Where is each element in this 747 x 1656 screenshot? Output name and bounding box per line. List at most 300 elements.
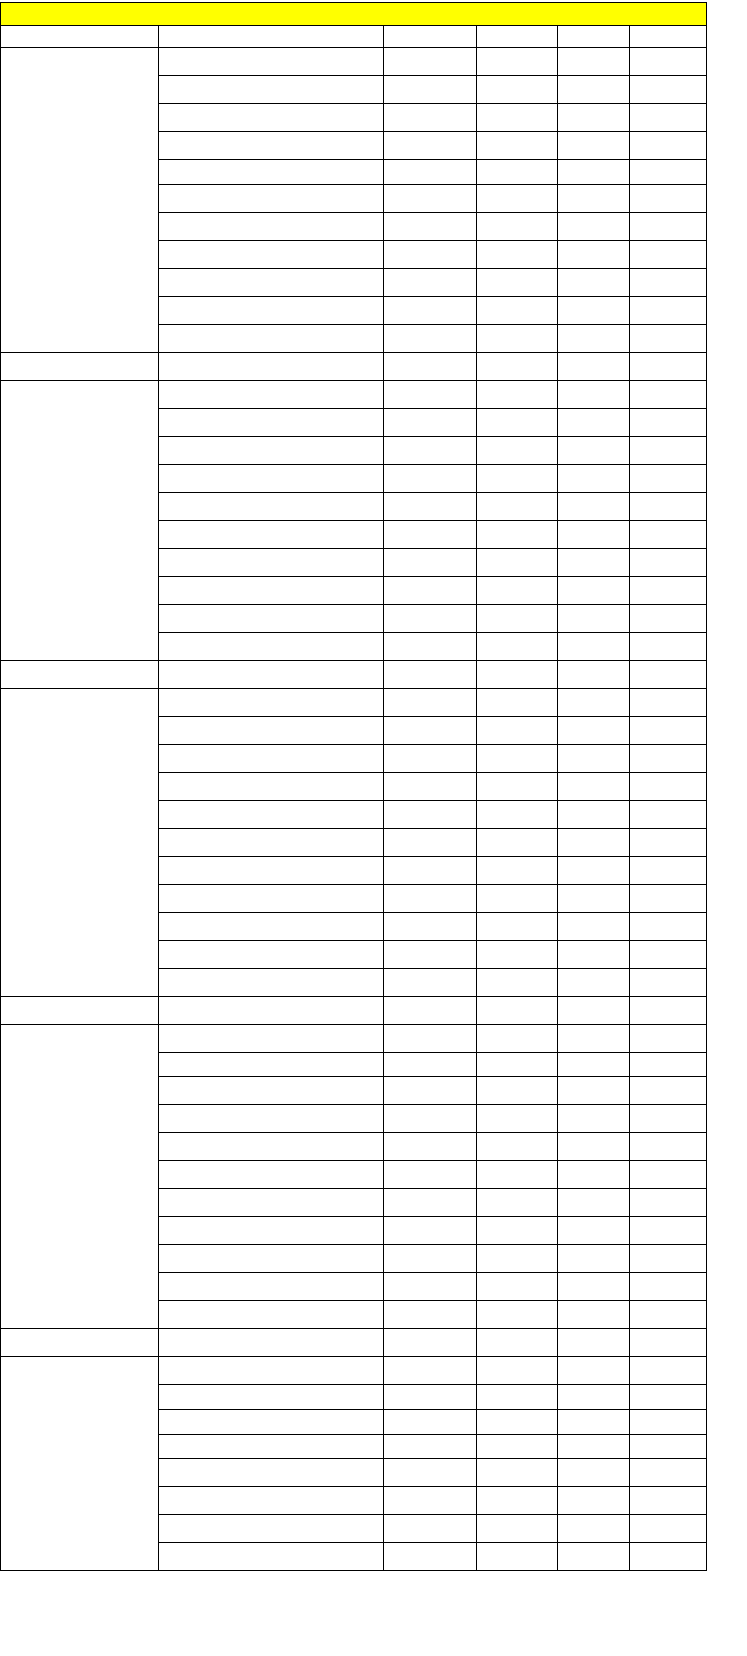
date-cell xyxy=(0,1300,158,1328)
grid-line xyxy=(158,1486,707,1487)
unit-cell xyxy=(476,548,557,576)
amount-cell xyxy=(557,1514,629,1542)
student-count-cell xyxy=(629,940,707,968)
ingredient-cell xyxy=(383,968,476,996)
grid-line xyxy=(0,1024,707,1025)
unit-cell xyxy=(476,436,557,464)
unit-cell xyxy=(476,1514,557,1542)
ingredient-cell xyxy=(383,716,476,744)
grid-line xyxy=(158,744,707,745)
ingredient-cell xyxy=(383,856,476,884)
student-count-cell xyxy=(629,492,707,520)
grid-line xyxy=(0,1570,707,1571)
dish-cell xyxy=(158,632,383,660)
amount-cell xyxy=(557,1542,629,1570)
dish-cell xyxy=(158,800,383,828)
grid-line xyxy=(158,25,159,48)
student-count-cell xyxy=(629,131,707,159)
dish-cell xyxy=(158,1514,383,1542)
amount-cell xyxy=(557,856,629,884)
unit-cell xyxy=(476,884,557,912)
amount-cell xyxy=(557,352,629,380)
ingredient-cell xyxy=(383,131,476,159)
unit-cell xyxy=(476,1356,557,1384)
ingredient-cell xyxy=(383,688,476,716)
amount-cell xyxy=(557,1132,629,1160)
amount-cell xyxy=(557,103,629,131)
dish-cell xyxy=(158,47,383,75)
student-count-cell xyxy=(629,1024,707,1052)
ingredient-cell xyxy=(383,884,476,912)
grid-line xyxy=(158,268,707,269)
amount-cell xyxy=(557,1409,629,1434)
dish-cell xyxy=(158,772,383,800)
grid-line xyxy=(158,856,707,857)
unit-cell xyxy=(476,240,557,268)
amount-cell xyxy=(557,744,629,772)
amount-cell xyxy=(557,436,629,464)
ingredient-cell xyxy=(383,1052,476,1077)
unit-cell xyxy=(476,1300,557,1328)
ingredient-cell xyxy=(383,1434,476,1459)
grid-line xyxy=(158,548,707,549)
grid-line xyxy=(158,75,707,76)
unit-cell xyxy=(476,688,557,716)
date-cell xyxy=(0,604,158,632)
unit-cell xyxy=(476,1409,557,1434)
grid-line xyxy=(158,520,707,521)
unit-cell xyxy=(476,184,557,212)
ingredient-cell xyxy=(383,1514,476,1542)
ingredient-cell xyxy=(383,103,476,131)
dish-cell xyxy=(158,968,383,996)
grid-line xyxy=(158,1384,707,1385)
grid-line xyxy=(158,968,707,969)
grid-line xyxy=(158,1076,707,1077)
dish-cell xyxy=(158,408,383,436)
dish-cell xyxy=(158,940,383,968)
dish-cell xyxy=(158,380,383,408)
grid-line xyxy=(158,131,707,132)
amount-cell xyxy=(557,996,629,1024)
unit-cell xyxy=(476,520,557,548)
amount-cell xyxy=(557,1076,629,1104)
student-count-cell xyxy=(629,604,707,632)
student-count-cell xyxy=(629,268,707,296)
ingredient-cell xyxy=(383,996,476,1024)
ingredient-cell xyxy=(383,47,476,75)
unit-cell xyxy=(476,324,557,352)
grid-line xyxy=(476,25,477,48)
header-unit xyxy=(476,25,557,48)
ingredient-cell xyxy=(383,1409,476,1434)
grid-line xyxy=(557,47,558,1570)
header-date xyxy=(0,25,158,48)
dish-cell xyxy=(158,1076,383,1104)
student-count-cell xyxy=(629,1434,707,1459)
grid-line xyxy=(557,25,558,48)
dish-cell xyxy=(158,436,383,464)
unit-cell xyxy=(476,380,557,408)
unit-cell xyxy=(476,604,557,632)
date-cell xyxy=(0,352,158,380)
grid-line xyxy=(158,772,707,773)
student-count-cell xyxy=(629,520,707,548)
header-amount xyxy=(557,25,629,48)
dish-cell xyxy=(158,1160,383,1188)
student-count-cell xyxy=(629,856,707,884)
dish-cell xyxy=(158,1216,383,1244)
grid-line xyxy=(706,2,707,1570)
student-count-cell xyxy=(629,1300,707,1328)
amount-cell xyxy=(557,492,629,520)
grid-line xyxy=(158,1409,707,1410)
ingredient-cell xyxy=(383,660,476,688)
amount-cell xyxy=(557,940,629,968)
student-count-cell xyxy=(629,159,707,184)
date-cell xyxy=(0,968,158,996)
student-count-cell xyxy=(629,744,707,772)
dish-cell xyxy=(158,1272,383,1300)
dish-cell xyxy=(158,268,383,296)
student-count-cell xyxy=(629,1160,707,1188)
unit-cell xyxy=(476,912,557,940)
amount-cell xyxy=(557,828,629,856)
student-count-cell xyxy=(629,324,707,352)
date-cell xyxy=(0,1244,158,1272)
grid-line xyxy=(158,884,707,885)
date-cell xyxy=(0,240,158,268)
student-count-cell xyxy=(629,1356,707,1384)
ingredient-cell xyxy=(383,1486,476,1514)
unit-cell xyxy=(476,1216,557,1244)
date-cell xyxy=(0,1514,158,1542)
ingredient-cell xyxy=(383,1216,476,1244)
amount-cell xyxy=(557,184,629,212)
grid-line xyxy=(158,716,707,717)
unit-cell xyxy=(476,296,557,324)
unit-cell xyxy=(476,1434,557,1459)
student-count-cell xyxy=(629,688,707,716)
unit-cell xyxy=(476,996,557,1024)
ingredient-cell xyxy=(383,1384,476,1409)
grid-line xyxy=(158,212,707,213)
dish-cell xyxy=(158,240,383,268)
grid-line xyxy=(158,1104,707,1105)
date-cell xyxy=(0,268,158,296)
amount-cell xyxy=(557,1024,629,1052)
student-count-cell xyxy=(629,1384,707,1409)
date-cell xyxy=(0,1486,158,1514)
student-count-cell xyxy=(629,47,707,75)
unit-cell xyxy=(476,1160,557,1188)
unit-cell xyxy=(476,47,557,75)
ingredient-cell xyxy=(383,436,476,464)
amount-cell xyxy=(557,1052,629,1077)
unit-cell xyxy=(476,856,557,884)
ingredient-cell xyxy=(383,1356,476,1384)
student-count-cell xyxy=(629,1458,707,1486)
dish-cell xyxy=(158,660,383,688)
dish-cell xyxy=(158,103,383,131)
date-cell xyxy=(0,520,158,548)
amount-cell xyxy=(557,632,629,660)
amount-cell xyxy=(557,1356,629,1384)
unit-cell xyxy=(476,1244,557,1272)
ingredient-cell xyxy=(383,576,476,604)
unit-cell xyxy=(476,103,557,131)
amount-cell xyxy=(557,1486,629,1514)
grid-line xyxy=(158,940,707,941)
grid-line xyxy=(158,159,707,160)
ingredient-cell xyxy=(383,772,476,800)
dish-cell xyxy=(158,856,383,884)
grid-line xyxy=(383,47,384,1570)
grid-line xyxy=(383,25,384,48)
unit-cell xyxy=(476,352,557,380)
grid-line xyxy=(158,1272,707,1273)
dish-cell xyxy=(158,212,383,240)
ingredient-cell xyxy=(383,828,476,856)
student-count-cell xyxy=(629,912,707,940)
amount-cell xyxy=(557,380,629,408)
dish-cell xyxy=(158,1409,383,1434)
dish-cell xyxy=(158,1486,383,1514)
grid-line xyxy=(629,47,630,1570)
date-cell xyxy=(0,884,158,912)
unit-cell xyxy=(476,1132,557,1160)
student-count-cell xyxy=(629,436,707,464)
dish-cell xyxy=(158,1300,383,1328)
dish-cell xyxy=(158,1542,383,1570)
unit-cell xyxy=(476,1384,557,1409)
dish-cell xyxy=(158,828,383,856)
unit-cell xyxy=(476,212,557,240)
student-count-cell xyxy=(629,1272,707,1300)
amount-cell xyxy=(557,1160,629,1188)
amount-cell xyxy=(557,240,629,268)
dish-cell xyxy=(158,1104,383,1132)
date-cell xyxy=(0,548,158,576)
dish-cell xyxy=(158,1244,383,1272)
dish-cell xyxy=(158,184,383,212)
unit-cell xyxy=(476,1104,557,1132)
amount-cell xyxy=(557,131,629,159)
unit-cell xyxy=(476,772,557,800)
grid-line xyxy=(158,1052,707,1053)
amount-cell xyxy=(557,464,629,492)
unit-cell xyxy=(476,744,557,772)
date-cell xyxy=(0,996,158,1024)
ingredient-cell xyxy=(383,1024,476,1052)
grid-line xyxy=(158,1132,707,1133)
grid-line xyxy=(158,576,707,577)
dish-cell xyxy=(158,884,383,912)
unit-cell xyxy=(476,1486,557,1514)
dish-cell xyxy=(158,492,383,520)
ingredient-cell xyxy=(383,1160,476,1188)
amount-cell xyxy=(557,75,629,103)
amount-cell xyxy=(557,968,629,996)
amount-cell xyxy=(557,576,629,604)
ingredient-cell xyxy=(383,744,476,772)
grid-line xyxy=(158,103,707,104)
amount-cell xyxy=(557,296,629,324)
grid-line xyxy=(476,47,477,1570)
ingredient-cell xyxy=(383,940,476,968)
ingredient-cell xyxy=(383,184,476,212)
grid-line xyxy=(158,800,707,801)
student-count-cell xyxy=(629,996,707,1024)
student-count-cell xyxy=(629,968,707,996)
amount-cell xyxy=(557,324,629,352)
dish-cell xyxy=(158,75,383,103)
student-count-cell xyxy=(629,1188,707,1216)
ingredient-cell xyxy=(383,408,476,436)
dish-cell xyxy=(158,1188,383,1216)
dish-cell xyxy=(158,688,383,716)
student-count-cell xyxy=(629,1409,707,1434)
unit-cell xyxy=(476,1542,557,1570)
grid-line xyxy=(158,1160,707,1161)
student-count-cell xyxy=(629,184,707,212)
ingredient-cell xyxy=(383,1104,476,1132)
student-count-cell xyxy=(629,212,707,240)
date-cell xyxy=(0,632,158,660)
student-count-cell xyxy=(629,576,707,604)
grid-line xyxy=(158,184,707,185)
unit-cell xyxy=(476,131,557,159)
grid-line xyxy=(0,25,707,26)
student-count-cell xyxy=(629,464,707,492)
dish-cell xyxy=(158,912,383,940)
student-count-cell xyxy=(629,352,707,380)
grid-line xyxy=(158,632,707,633)
student-count-cell xyxy=(629,296,707,324)
amount-cell xyxy=(557,884,629,912)
grid-line xyxy=(158,492,707,493)
amount-cell xyxy=(557,1216,629,1244)
grid-line xyxy=(158,436,707,437)
amount-cell xyxy=(557,1328,629,1356)
grid-line xyxy=(0,2,707,3)
ingredient-cell xyxy=(383,1132,476,1160)
dish-cell xyxy=(158,131,383,159)
amount-cell xyxy=(557,1188,629,1216)
student-count-cell xyxy=(629,1514,707,1542)
grid-line xyxy=(0,2,1,1570)
ingredient-cell xyxy=(383,492,476,520)
grid-line xyxy=(158,1514,707,1515)
unit-cell xyxy=(476,1076,557,1104)
header-dish xyxy=(158,25,383,48)
ingredient-cell xyxy=(383,1542,476,1570)
student-count-cell xyxy=(629,1328,707,1356)
ingredient-cell xyxy=(383,1076,476,1104)
dish-cell xyxy=(158,1024,383,1052)
dish-cell xyxy=(158,324,383,352)
student-count-cell xyxy=(629,632,707,660)
ingredient-cell xyxy=(383,912,476,940)
amount-cell xyxy=(557,520,629,548)
student-count-cell xyxy=(629,1216,707,1244)
amount-cell xyxy=(557,548,629,576)
amount-cell xyxy=(557,159,629,184)
amount-cell xyxy=(557,912,629,940)
grid-line xyxy=(158,1244,707,1245)
amount-cell xyxy=(557,688,629,716)
date-cell xyxy=(0,940,158,968)
amount-cell xyxy=(557,1300,629,1328)
date-cell xyxy=(0,324,158,352)
unit-cell xyxy=(476,1188,557,1216)
student-count-cell xyxy=(629,1052,707,1077)
dish-cell xyxy=(158,604,383,632)
grid-line xyxy=(0,47,707,48)
grid-line xyxy=(158,296,707,297)
ingredient-cell xyxy=(383,604,476,632)
unit-cell xyxy=(476,492,557,520)
date-cell xyxy=(0,1328,158,1356)
dish-cell xyxy=(158,520,383,548)
unit-cell xyxy=(476,1458,557,1486)
unit-cell xyxy=(476,632,557,660)
dish-cell xyxy=(158,1384,383,1409)
dish-cell xyxy=(158,464,383,492)
grid-line xyxy=(158,47,159,1570)
amount-cell xyxy=(557,660,629,688)
amount-cell xyxy=(557,47,629,75)
unit-cell xyxy=(476,968,557,996)
amount-cell xyxy=(557,604,629,632)
amount-cell xyxy=(557,408,629,436)
amount-cell xyxy=(557,268,629,296)
menu-title xyxy=(0,2,707,25)
amount-cell xyxy=(557,716,629,744)
ingredient-cell xyxy=(383,240,476,268)
amount-cell xyxy=(557,1244,629,1272)
student-count-cell xyxy=(629,408,707,436)
student-count-cell xyxy=(629,240,707,268)
ingredient-cell xyxy=(383,1458,476,1486)
ingredient-cell xyxy=(383,632,476,660)
unit-cell xyxy=(476,940,557,968)
student-count-cell xyxy=(629,1244,707,1272)
ingredient-cell xyxy=(383,75,476,103)
student-count-cell xyxy=(629,884,707,912)
grid-line xyxy=(158,1188,707,1189)
student-count-cell xyxy=(629,660,707,688)
unit-cell xyxy=(476,1272,557,1300)
unit-cell xyxy=(476,159,557,184)
ingredient-cell xyxy=(383,1272,476,1300)
unit-cell xyxy=(476,1024,557,1052)
grid-line xyxy=(158,912,707,913)
ingredient-cell xyxy=(383,1300,476,1328)
ingredient-cell xyxy=(383,800,476,828)
date-cell xyxy=(0,296,158,324)
grid-line xyxy=(158,324,707,325)
amount-cell xyxy=(557,1384,629,1409)
unit-cell xyxy=(476,75,557,103)
ingredient-cell xyxy=(383,159,476,184)
header-ingredient xyxy=(383,25,476,48)
grid-line xyxy=(158,1216,707,1217)
amount-cell xyxy=(557,772,629,800)
ingredient-cell xyxy=(383,212,476,240)
grid-line xyxy=(158,1542,707,1543)
student-count-cell xyxy=(629,1132,707,1160)
